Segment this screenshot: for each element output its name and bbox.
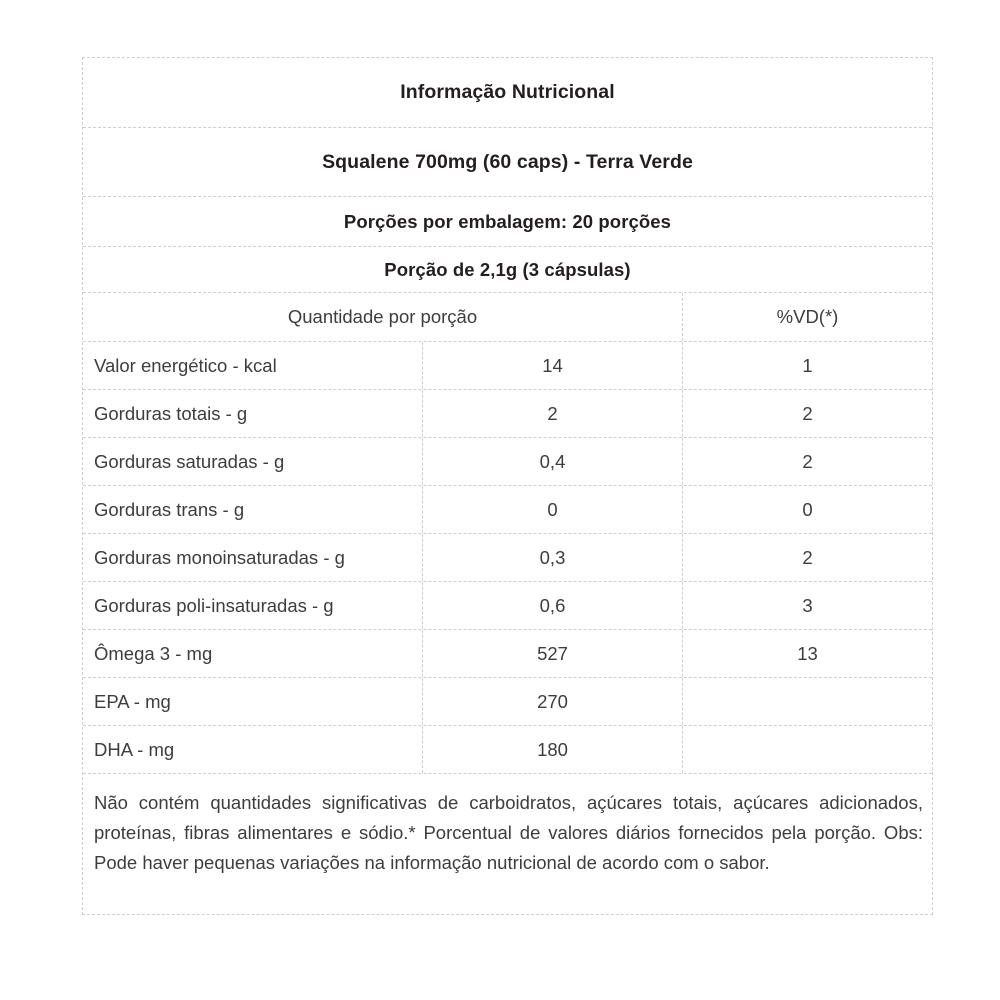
- nutrient-label: EPA - mg: [94, 690, 171, 712]
- servings-per-package-row: [83, 197, 932, 247]
- nutrient-daily-value: 0: [682, 486, 932, 533]
- table-row: [83, 630, 932, 678]
- nutrient-label: Valor energético - kcal: [94, 354, 277, 376]
- nutrient-daily-value: 2: [682, 390, 932, 437]
- nutrient-label: Gorduras totais - g: [94, 402, 248, 424]
- nutrient-label: Gorduras poli-insaturadas - g: [94, 594, 334, 616]
- nutrient-amount: 270: [422, 678, 682, 725]
- column-header-amount: Quantidade por porção: [287, 306, 478, 327]
- servings-per-package: Porções por embalagem: 20 porções: [343, 210, 672, 232]
- table-row: [83, 486, 932, 534]
- nutrient-amount: 2: [422, 390, 682, 437]
- table-row: [83, 726, 932, 774]
- table-row: [83, 438, 932, 486]
- nutrient-label: DHA - mg: [94, 738, 175, 760]
- nutrient-daily-value: 2: [682, 534, 932, 581]
- table-row: [83, 678, 932, 726]
- product-name-row: [83, 128, 932, 197]
- column-header-daily-value: %VD(*): [682, 293, 932, 341]
- nutrient-amount: 0,4: [422, 438, 682, 485]
- nutrition-facts-panel: [82, 57, 933, 915]
- nutrient-label: Gorduras trans - g: [94, 498, 245, 520]
- nutrient-amount: 14: [422, 342, 682, 389]
- nutrient-amount: 180: [422, 726, 682, 773]
- nutrient-label: Gorduras monoinsaturadas - g: [94, 546, 345, 568]
- nutrient-daily-value: 2: [682, 438, 932, 485]
- nutrient-daily-value: 1: [682, 342, 932, 389]
- nutrient-amount: 0,3: [422, 534, 682, 581]
- table-row: [83, 342, 932, 390]
- nutrition-title-row: [83, 58, 932, 128]
- table-row: [83, 390, 932, 438]
- nutrient-label: Ômega 3 - mg: [94, 642, 213, 664]
- portion-size-row: [83, 247, 932, 293]
- nutrient-daily-value: [682, 726, 932, 773]
- nutrient-label: Gorduras saturadas - g: [94, 450, 285, 472]
- nutrient-amount: 527: [422, 630, 682, 677]
- page-title: Informação Nutricional: [400, 81, 615, 103]
- portion-size: Porção de 2,1g (3 cápsulas): [384, 258, 631, 280]
- nutrient-amount: 0,6: [422, 582, 682, 629]
- footnote-row: [83, 774, 932, 888]
- table-row: [83, 534, 932, 582]
- nutrient-daily-value: [682, 678, 932, 725]
- nutrient-daily-value: 13: [682, 630, 932, 677]
- table-row: [83, 582, 932, 630]
- nutrient-daily-value: 3: [682, 582, 932, 629]
- product-name: Squalene 700mg (60 caps) - Terra Verde: [322, 150, 693, 173]
- table-header-row: [83, 293, 932, 342]
- footnote-text: Não contém quantidades significativas de carboidratos, açúcares totais, açúcares adicionados, proteínas, fibras alimentares e sódio.* Porcentual de valores diários fornecidos pela porção. Obs: Pode haver pequenas variações na informação nutricional de acordo com o sabor.: [94, 792, 923, 873]
- nutrient-amount: 0: [422, 486, 682, 533]
